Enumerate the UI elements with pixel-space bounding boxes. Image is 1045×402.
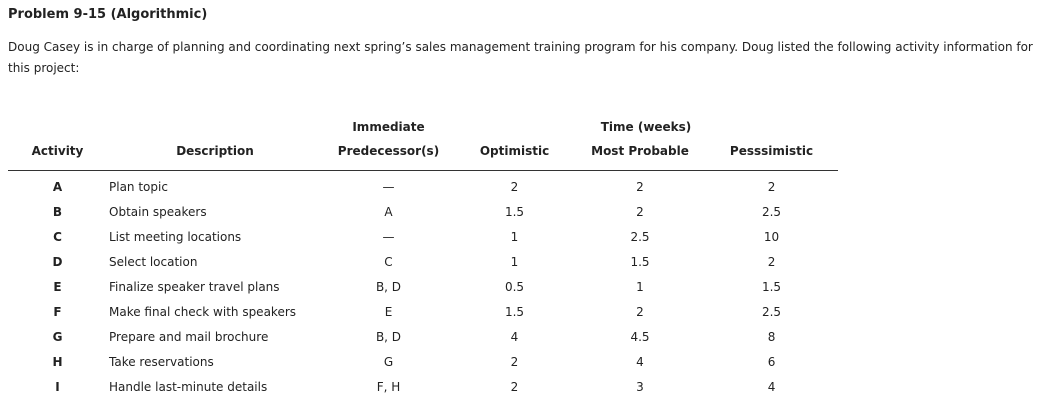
table-row <box>8 349 838 374</box>
cell-most-probable: 4.5 <box>630 329 650 344</box>
cell-activity: G <box>52 329 63 344</box>
cell-description: List meeting locations <box>109 229 242 244</box>
header-optimistic: Optimistic <box>454 142 575 171</box>
cell-most-probable: 1 <box>636 279 644 294</box>
table-row <box>8 249 838 274</box>
header-activity: Activity <box>8 142 107 171</box>
cell-pessimistic: 6 <box>767 354 776 369</box>
cell-pessimistic: 8 <box>767 329 776 344</box>
cell-activity: B <box>52 204 63 219</box>
activity-table <box>8 118 838 399</box>
header-row-group <box>8 118 838 142</box>
table-row <box>8 224 838 249</box>
cell-most-probable: 2.5 <box>630 229 650 244</box>
cell-activity: I <box>55 379 60 394</box>
table-row <box>8 324 838 349</box>
table-row <box>8 374 838 399</box>
cell-optimistic: 0.5 <box>504 279 525 294</box>
cell-activity: F <box>53 304 62 319</box>
cell-description: Plan topic <box>109 179 168 194</box>
cell-pessimistic: 2.5 <box>761 304 782 319</box>
cell-description: Obtain speakers <box>109 204 207 219</box>
header-most-probable: Most Probable <box>575 142 705 171</box>
cell-optimistic: 2 <box>510 179 519 194</box>
cell-activity: H <box>52 354 63 369</box>
cell-predecessor: G <box>383 354 394 369</box>
problem-title: Problem 9-15 (Algorithmic) <box>8 7 208 22</box>
header-predecessor: Predecessor(s) <box>323 142 454 171</box>
cell-predecessor: — <box>382 179 395 194</box>
cell-optimistic: 1 <box>510 229 519 244</box>
cell-optimistic: 1 <box>510 254 519 269</box>
cell-description: Make final check with speakers <box>109 304 297 319</box>
table-row <box>8 274 838 299</box>
cell-activity: E <box>53 279 62 294</box>
table-body <box>8 171 838 400</box>
cell-most-probable: 3 <box>636 379 644 394</box>
cell-most-probable: 2 <box>636 304 644 319</box>
cell-predecessor: B, D <box>375 279 402 294</box>
cell-pessimistic: 2 <box>767 179 776 194</box>
table-header <box>8 118 838 171</box>
cell-activity: D <box>52 254 63 269</box>
cell-description: Finalize speaker travel plans <box>109 279 280 294</box>
cell-predecessor: E <box>384 304 393 319</box>
table-row <box>8 171 838 200</box>
cell-most-probable: 1.5 <box>630 254 650 269</box>
cell-optimistic: 4 <box>510 329 519 344</box>
activity-table-container <box>8 118 838 399</box>
problem-description: Doug Casey is in charge of planning and coordinating next spring’s sales management training program for his company. Doug listed the following activity information for this project: <box>8 40 1033 75</box>
cell-pessimistic: 2.5 <box>761 204 782 219</box>
header-predecessor-top: Immediate <box>352 120 425 134</box>
cell-optimistic: 1.5 <box>504 204 525 219</box>
header-empty-description <box>107 118 323 142</box>
cell-most-probable: 2 <box>636 204 644 219</box>
cell-predecessor: F, H <box>376 379 401 394</box>
cell-predecessor: A <box>384 204 393 219</box>
cell-optimistic: 2 <box>510 379 519 394</box>
cell-description: Handle last-minute details <box>109 379 268 394</box>
cell-pessimistic: 1.5 <box>761 279 782 294</box>
cell-description: Select location <box>109 254 198 269</box>
table-row <box>8 199 838 224</box>
cell-predecessor: — <box>382 229 395 244</box>
cell-predecessor: B, D <box>375 329 402 344</box>
cell-activity: C <box>53 229 62 244</box>
cell-activity: A <box>52 179 63 194</box>
header-empty-activity <box>8 118 107 142</box>
cell-predecessor: C <box>384 254 393 269</box>
header-description: Description <box>107 142 323 171</box>
cell-description: Prepare and mail brochure <box>109 329 269 344</box>
cell-pessimistic: 2 <box>767 254 776 269</box>
table-row <box>8 299 838 324</box>
cell-most-probable: 2 <box>636 179 644 194</box>
cell-optimistic: 1.5 <box>504 304 525 319</box>
header-pessimistic: Pesssimistic <box>705 142 838 171</box>
header-time-group: Time (weeks) <box>600 120 692 134</box>
cell-pessimistic: 10 <box>763 229 780 244</box>
header-row-columns <box>8 142 838 171</box>
cell-pessimistic: 4 <box>767 379 776 394</box>
cell-description: Take reservations <box>109 354 214 369</box>
cell-most-probable: 4 <box>636 354 644 369</box>
cell-optimistic: 2 <box>510 354 519 369</box>
